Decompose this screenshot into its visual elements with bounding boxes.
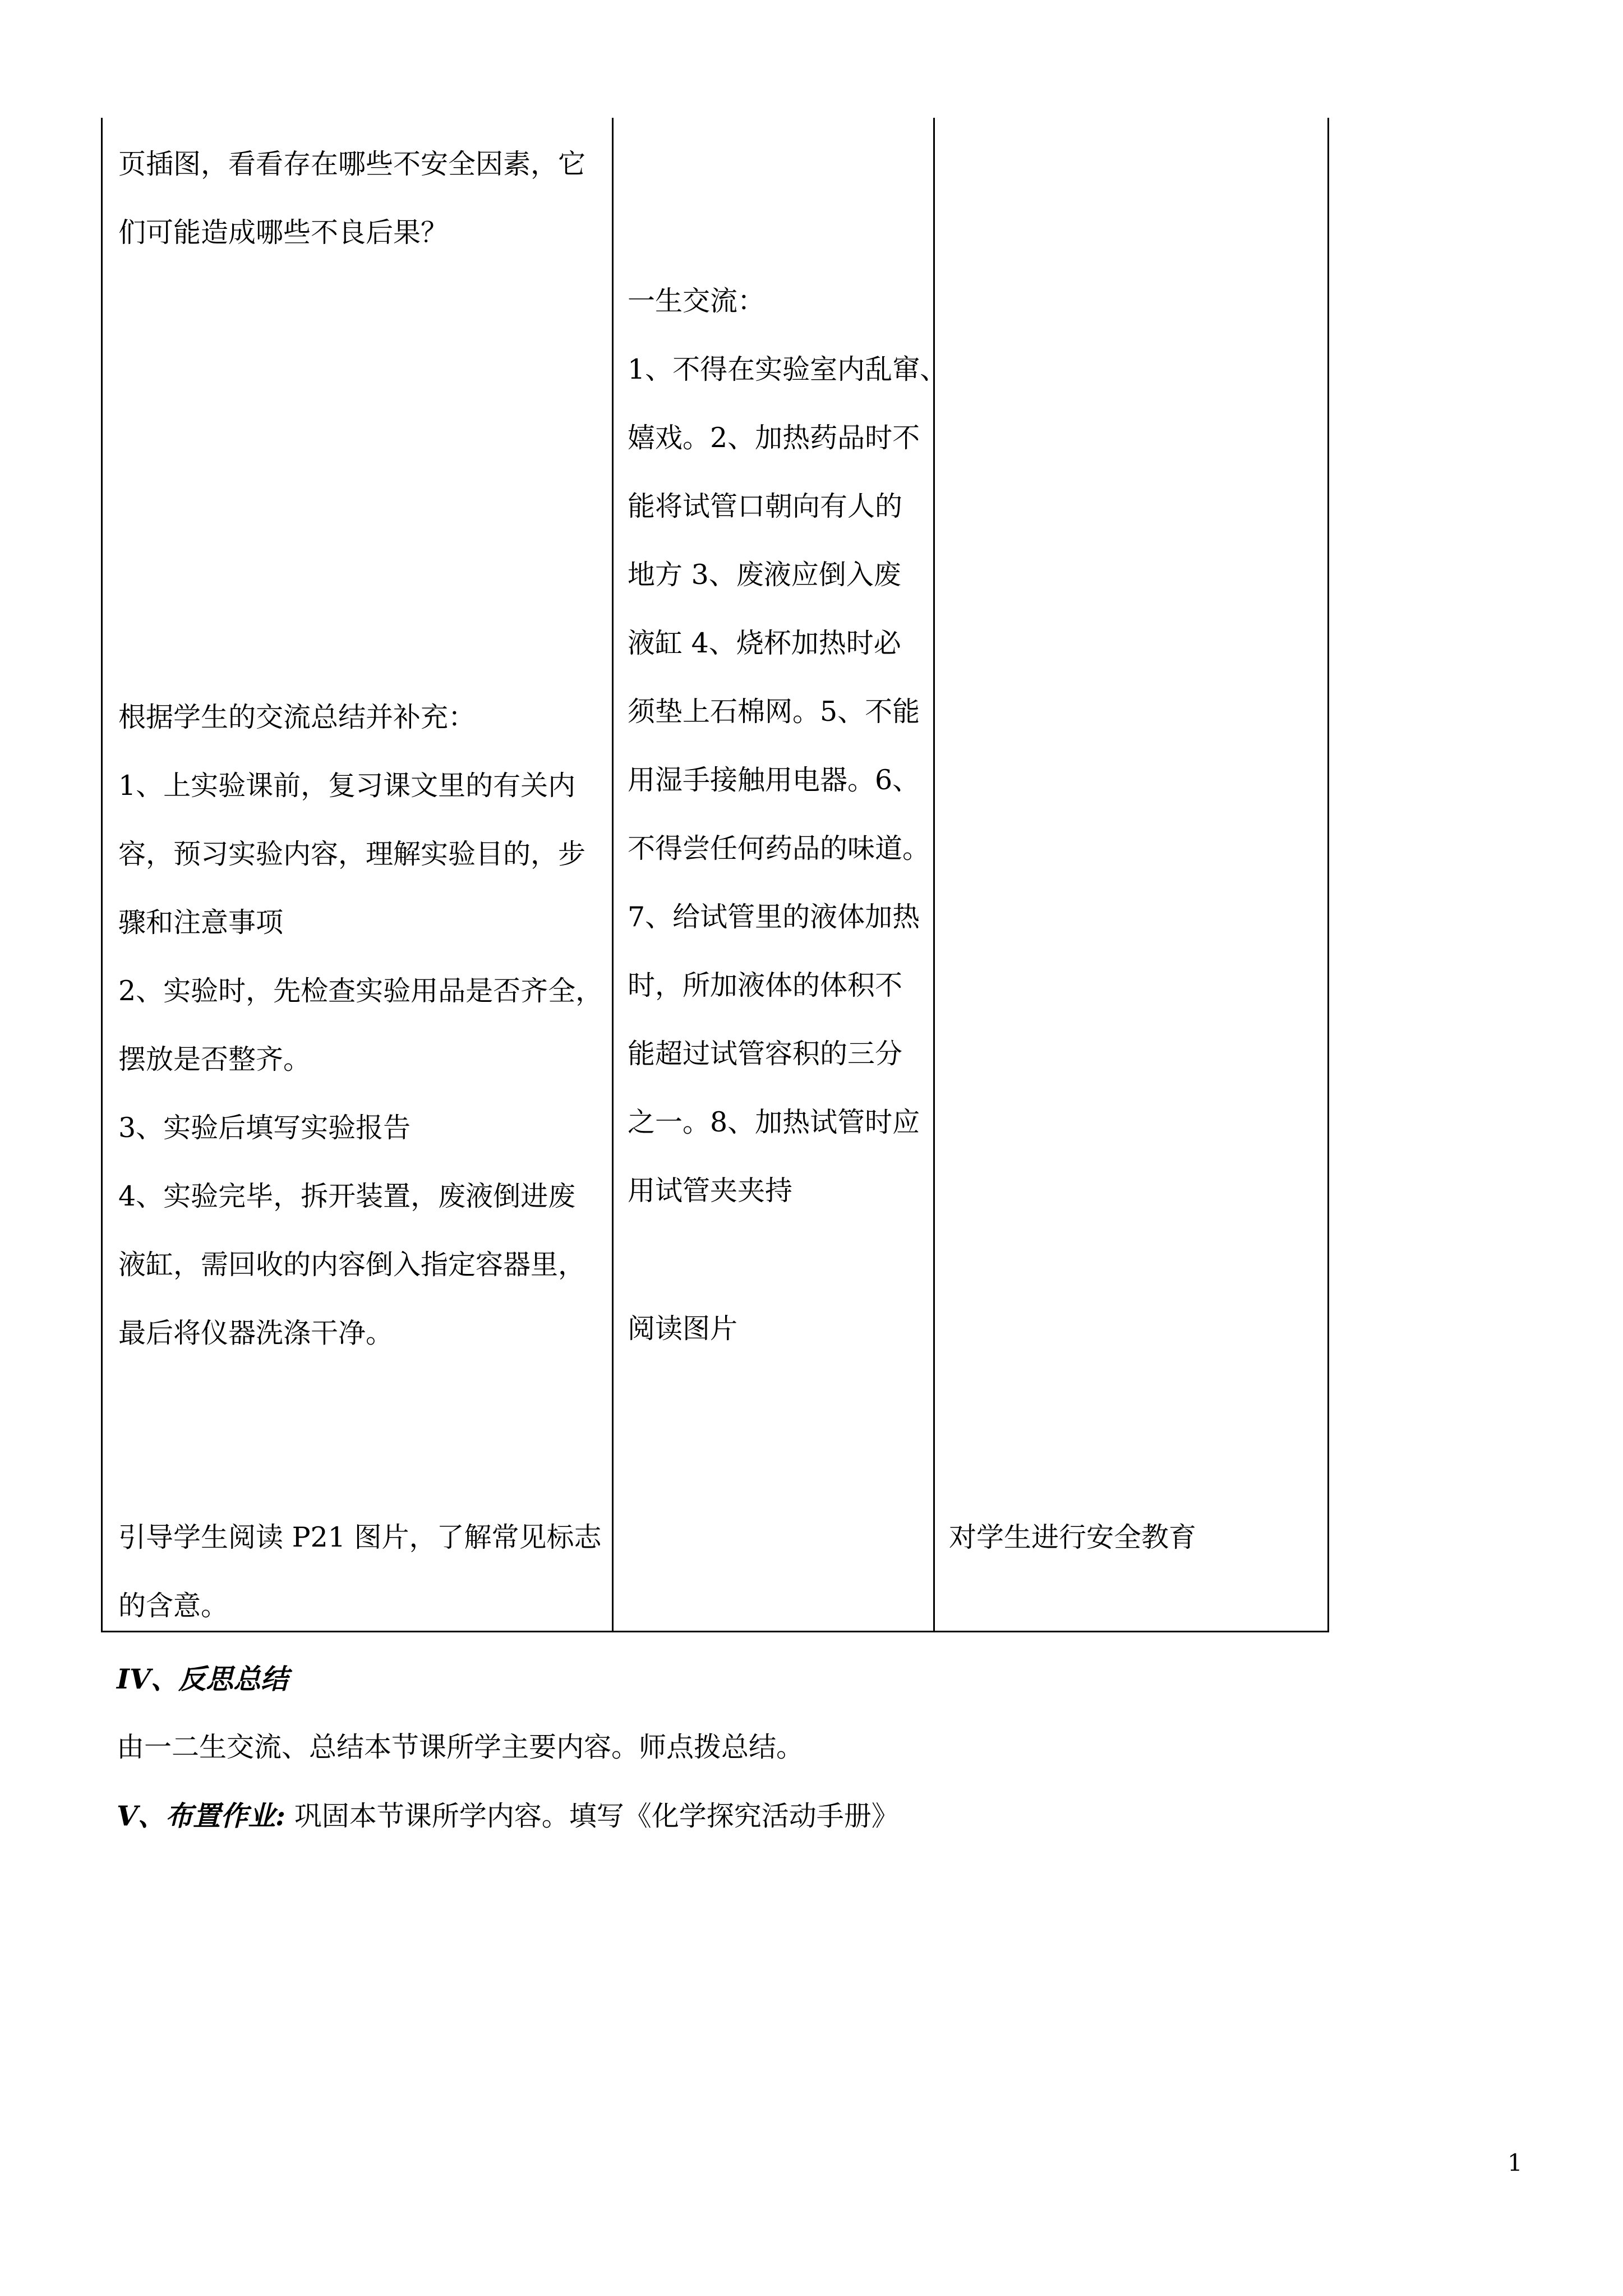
student-line: 液缸 4、烧杯加热时必	[628, 627, 901, 659]
teacher-line: 最后将仪器洗涤干净。	[118, 1317, 394, 1349]
teacher-line: 2、实验时，先检查实验用品是否齐全，	[118, 975, 603, 1007]
student-line: 须垫上石棉网。5、不能	[628, 696, 920, 728]
teacher-line: 1、上实验课前，复习课文里的有关内	[118, 770, 576, 802]
section-body: 巩固本节课所学内容。填写《化学探究活动手册》	[294, 1800, 899, 1832]
homework-line	[117, 1782, 899, 1851]
teacher-line: 骤和注意事项	[118, 907, 284, 938]
student-line: 用试管夹夹持	[628, 1175, 793, 1207]
student-line: 不得尝任何药品的味道。	[628, 832, 930, 864]
student-line: 能超过试管容积的三分	[628, 1038, 903, 1070]
student-line: 阅读图片	[628, 1313, 738, 1345]
teacher-line: 3、实验后填写实验报告	[118, 1112, 411, 1144]
teacher-line: 们可能造成哪些不良后果？	[118, 217, 449, 249]
student-line: 之一。8、加热试管时应	[628, 1106, 920, 1138]
student-line: 嬉戏。2、加热药品时不	[628, 422, 920, 454]
page-number: 1	[1507, 2149, 1523, 2177]
teacher-line: 4、实验完毕，拆开装置，废液倒进废	[118, 1180, 576, 1212]
student-line: 一生交流：	[628, 285, 766, 317]
student-line: 7、给试管里的液体加热	[628, 901, 920, 933]
teacher-line: 根据学生的交流总结并补充：	[118, 701, 476, 733]
lesson-plan-table	[101, 118, 1329, 1632]
teacher-line: 引导学生阅读 P21 图片，了解常见标志	[118, 1521, 602, 1553]
design-intent-line: 对学生进行安全教育	[949, 1521, 1197, 1553]
student-line: 能将试管口朝向有人的	[628, 490, 903, 522]
teacher-line: 的含意。	[118, 1590, 229, 1622]
teacher-line: 页插图，看看存在哪些不安全因素，它	[118, 148, 586, 180]
student-line: 时，所加液体的体积不	[628, 969, 903, 1001]
section-heading: IV、反思总结	[117, 1663, 288, 1695]
student-line: 用湿手接触用电器。6、	[628, 764, 920, 796]
section-heading: V、布置作业:	[117, 1800, 286, 1832]
teacher-line: 摆放是否整齐。	[118, 1043, 311, 1075]
section-body: 由一二生交流、总结本节课所学主要内容。师点拨总结。	[117, 1731, 804, 1763]
student-line: 地方 3、废液应倒入废	[628, 559, 901, 591]
teacher-line: 液缸，需回收的内容倒入指定容器里，	[118, 1249, 586, 1281]
column-divider	[612, 118, 614, 1631]
teacher-line: 容，预习实验内容，理解实验目的，步	[118, 838, 586, 870]
student-line: 1、不得在实验室内乱窜、	[628, 353, 948, 385]
